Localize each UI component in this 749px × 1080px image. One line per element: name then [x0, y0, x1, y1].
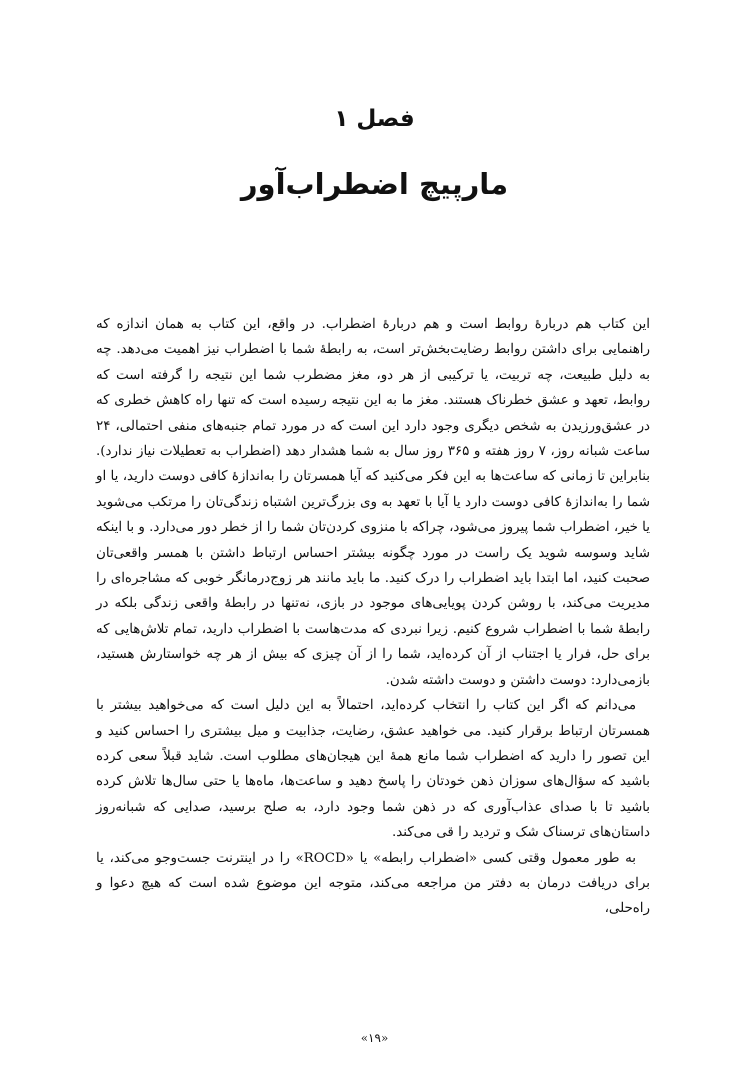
paragraph-3: به طور معمول وقتی کسی «اضطراب رابطه» یا «ROCD» را در اینترنت جست‌وجو می‌کند، یا برای دریافت درمان به دفتر من مراجعه می‌کند، متوجه این موضوع شده است که هیچ دعوا و راه‌حلی،: [96, 850, 650, 917]
body-text: [96, 312, 650, 922]
chapter-number: فصل ۱: [334, 106, 415, 132]
page-number: «۱۹»: [360, 1031, 389, 1045]
chapter-title: مارپیچ اضطراب‌آور: [240, 167, 509, 201]
paragraph-2: می‌دانم که اگر این کتاب را انتخاب کرده‌اید، احتمالاً به این دلیل است که می‌خواهید بیشتر با همسرتان ارتباط برقرار کنید. می خواهید عشق، رضایت، جذابیت و میل بیشتری را احساس کنید و این تصور را دارید که اضطراب شما مانع همهٔ این هیجان‌های مطلوب است. شاید قبلاً سعی کرده باشید که سؤال‌های سوزان ذهن خودتان را پاسخ دهید و ساعت‌ها، ماه‌ها یا حتی سال‌ها تلاش کرده باشید تا با صدای عذاب‌آوری که در ذهن شما وجود دارد، به صلح برسید، صدایی که شبانه‌روز داستان‌های ترسناک شک و تردید را قی می‌کند.: [96, 698, 650, 841]
paragraph-1: این کتاب هم دربارهٔ روابط است و هم دربارهٔ اضطراب. در واقع، این کتاب به همان اندازه که راهنمایی برای داشتن روابط رضایت‌بخش‌تر است، به رابطهٔ شما با اضطراب نیز اهمیت می‌دهد. چه به دلیل طبیعت، چه تربیت، یا ترکیبی از هر دو، مغز مضطرب شما این نتیجه را گرفته است که روابط، تعهد و عشق خطرناک هستند. مغز ما به این نتیجه رسیده است که تنها راه کاهش خطری که در عشق‌ورزیدن به شخص دیگری وجود دارد این است که در مورد تمام جنبه‌های منفی احتمالی، ۲۴ ساعت شبانه روز، ۷ روز هفته و ۳۶۵ روز سال به شما هشدار دهد (اضطراب به تعطیلات نیاز ندارد). بنابراین تا زمانی که ساعت‌ها به این فکر می‌کنید که آیا همسرتان را به‌اندازهٔ کافی دوست دارید، یا او شما را به‌اندازهٔ کافی دوست دارد یا آیا با تعهد به وی بزرگ‌ترین اشتباه زندگی‌تان را مرتکب می‌شوید یا خیر، اضطراب شما پیروز می‌شود، چراکه با منزوی کردن‌تان شما را از خطر دور می‌دارد. و با اینکه شاید وسوسه شوید یک راست در مورد چگونه بیشتر احساس ارتباط داشتن با همسر واقعی‌تان صحبت کنید، اما ابتدا باید اضطراب را درک کنید. ما باید مانند هر زوج‌درمانگر خوبی که مشاجره‌ای را مدیریت می‌کند، با روشن کردن پویایی‌های موجود در بازی، نه‌تنها در رابطهٔ واقعی زندگی بلکه در رابطهٔ شما با اضطراب شروع کنیم. زیرا نبردی که مدت‌هاست با اضطراب دارید، تمام تلاش‌هایی که برای حل، فرار یا اجتناب از آن کرده‌اید، شما را از آن چیزی که بیش از هر چه خواستارش هستید، بازمی‌دارد: دوست داشتن و دوست داشته شدن.: [96, 317, 651, 688]
